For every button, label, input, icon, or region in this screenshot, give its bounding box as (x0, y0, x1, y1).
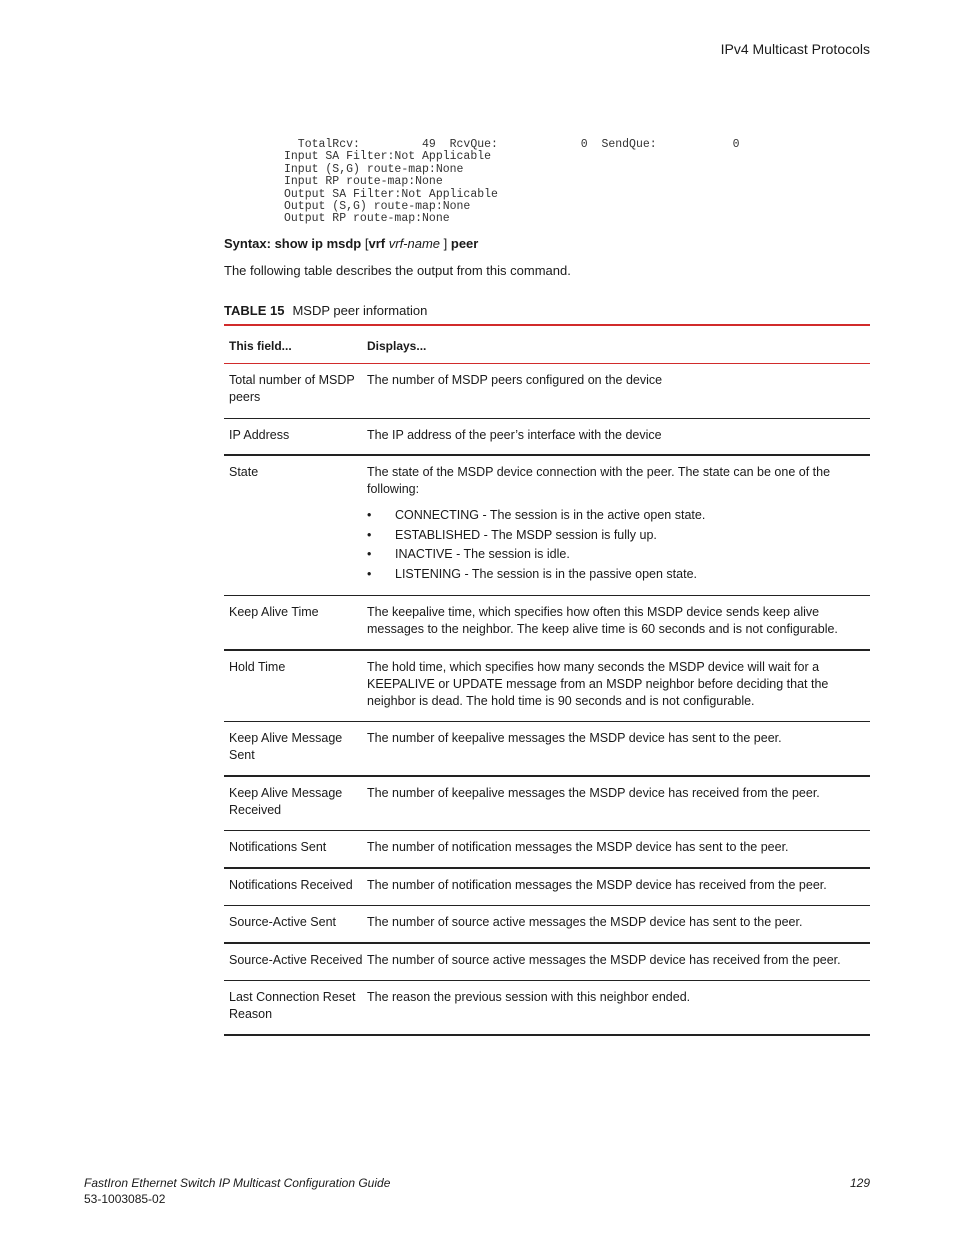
code-line: Output (S,G) route-map:None (284, 200, 471, 214)
field-cell: Hold Time (229, 660, 286, 674)
field-cell: Keep Alive Time (229, 605, 319, 619)
table-row (224, 981, 870, 1036)
table-row (224, 944, 870, 981)
table-row (224, 456, 870, 596)
bullet-icon: • (367, 566, 372, 581)
table-row (224, 596, 870, 651)
table-row (224, 651, 870, 722)
list-item (367, 566, 856, 583)
list-item-text: INACTIVE - The session is idle. (395, 547, 570, 562)
table-title: MSDP peer information (292, 303, 428, 318)
code-line: Output RP route-map:None (284, 212, 450, 226)
field-cell: Source-Active Sent (229, 915, 336, 929)
code-line: Output SA Filter:Not Applicable (284, 187, 498, 201)
header-displays: Displays... (367, 338, 427, 353)
list-item-text: ESTABLISHED - The MSDP session is fully up. (395, 527, 657, 542)
header-field: This field... (229, 338, 292, 353)
field-cell: Last Connection Reset Reason (229, 990, 356, 1021)
desc-cell: The IP address of the peer’s interface with the device (367, 428, 662, 442)
footer-doc-number: 53-1003085-02 (84, 1192, 166, 1206)
list-item (367, 546, 856, 563)
desc-cell: The number of MSDP peers configured on the device (367, 373, 663, 387)
syntax-vrf-keyword: vrf (368, 236, 386, 251)
bullet-icon: • (367, 508, 372, 522)
syntax-vrf-name: vrf-name (388, 236, 441, 251)
bullet-icon: • (367, 527, 372, 542)
bullet-icon: • (367, 547, 372, 562)
cli-output-block (284, 139, 739, 226)
desc-cell: The number of notification messages the MSDP device has sent to the peer. (367, 840, 789, 854)
code-line: Input SA Filter:Not Applicable (284, 150, 492, 164)
syntax-prefix: Syntax: show ip msdp (224, 236, 365, 251)
table-row (224, 906, 870, 944)
syntax-peer-keyword: peer (447, 236, 479, 251)
desc-cell (367, 464, 870, 585)
state-list (367, 507, 856, 583)
field-cell: Keep Alive Message Sent (229, 731, 343, 762)
desc-cell: The number of source active messages the MSDP device has sent to the peer. (367, 915, 803, 929)
table-caption (224, 303, 427, 318)
table-row (224, 831, 870, 869)
desc-cell: The keepalive time, which specifies how often this MSDP device sends keep alive messages to the neighbor. The keep alive time is 60 seconds and is not configurable. (367, 605, 838, 636)
page-header-section: IPv4 Multicast Protocols (720, 41, 870, 57)
field-cell: Total number of MSDP peers (229, 373, 355, 404)
desc-cell: The number of keepalive messages the MSDP device has sent to the peer. (367, 731, 782, 745)
list-item-text: LISTENING - The session is in the passive open state. (395, 566, 697, 581)
intro-paragraph: The following table describes the output from this command. (224, 263, 571, 278)
desc-cell: The number of keepalive messages the MSDP device has received from the peer. (367, 786, 820, 800)
field-cell: IP Address (229, 428, 290, 442)
desc-cell: The number of notification messages the MSDP device has received from the peer. (367, 878, 827, 892)
table-row (224, 419, 870, 456)
footer-doc-title: FastIron Ethernet Switch IP Multicast Configuration Guide (84, 1176, 391, 1190)
table-row (224, 869, 870, 906)
code-line: Input RP route-map:None (284, 175, 443, 189)
list-item (367, 527, 856, 544)
syntax-open-bracket: [ (364, 236, 369, 251)
code-line: TotalRcv: 49 RcvQue: 0 SendQue: 0 (284, 138, 740, 151)
syntax-close-bracket: ] (440, 236, 448, 251)
state-description: The state of the MSDP device connection with the peer. The state can be one of the following: (367, 465, 831, 496)
field-cell: Keep Alive Message Received (229, 786, 343, 817)
list-item-text: CONNECTING - The session is in the active open state. (395, 508, 706, 522)
field-cell: Notifications Received (229, 878, 353, 892)
table-row (224, 722, 870, 777)
desc-cell: The number of source active messages the MSDP device has received from the peer. (367, 953, 841, 967)
table-number: TABLE 15 (224, 303, 285, 318)
field-cell: Source-Active Received (229, 953, 363, 967)
footer-page-number: 129 (849, 1176, 870, 1190)
field-cell: Notifications Sent (229, 840, 327, 854)
table-row (224, 364, 870, 419)
page-footer (84, 1175, 870, 1207)
table-row (224, 777, 870, 831)
desc-cell: The hold time, which specifies how many seconds the MSDP device will wait for a KEEPALIVE or UPDATE message from an MSDP neighbor before deciding that the neighbor is dead. The hold time is 90 seconds and is not configurable. (367, 660, 829, 708)
list-item (367, 507, 856, 524)
field-cell: State (229, 465, 259, 479)
table-header-row (224, 326, 870, 364)
code-line: Input (S,G) route-map:None (284, 162, 464, 176)
desc-cell: The reason the previous session with this neighbor ended. (367, 990, 691, 1004)
syntax-line (224, 236, 478, 251)
msdp-peer-table (224, 324, 870, 1036)
